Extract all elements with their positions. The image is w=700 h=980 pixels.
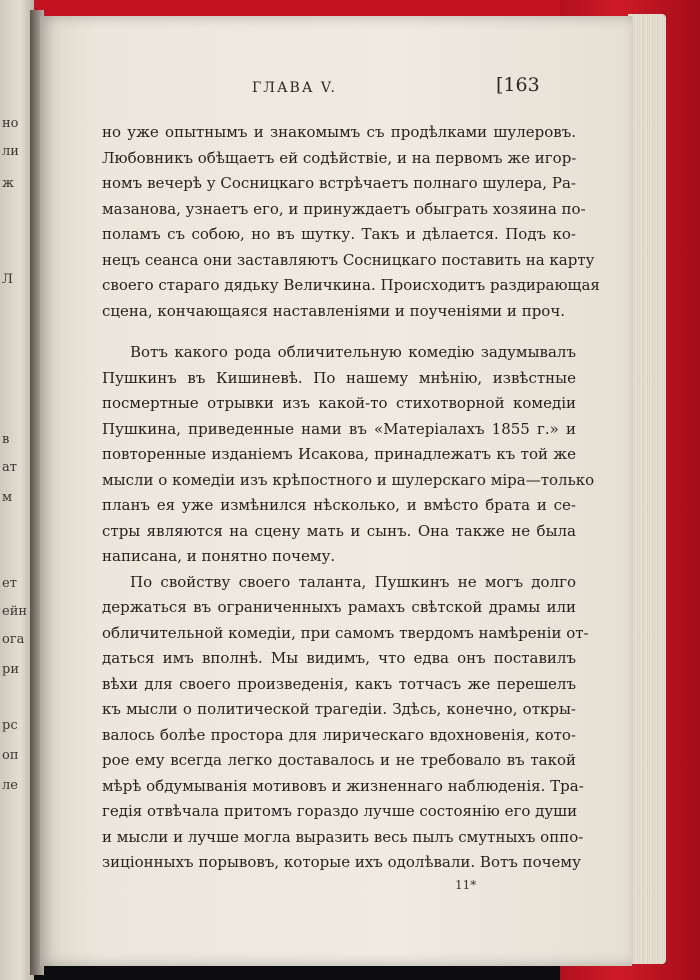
text-line: написана, и понятно почему. xyxy=(102,547,336,565)
left-page-fragment: ли xyxy=(2,144,19,159)
left-page-fragment: Л xyxy=(2,272,13,287)
text-line: По свойству своего таланта, Пушкинъ не могъ долго xyxy=(130,572,576,591)
text-line: къ мысли о политической трагедіи. Здѣсь, конечно, откры- xyxy=(102,700,576,718)
text-line: мазанова, узнаетъ его, и принуждаетъ обыграть хозяина по- xyxy=(102,199,586,218)
text-line: своего стараго дядьку Величкина. Происходитъ раздирающая xyxy=(102,276,600,294)
text-line: рое ему всегда легко доставалось и не требовало въ такой xyxy=(102,751,576,769)
text-line: зиціонныхъ порывовъ, которые ихъ одолѣвали. Вотъ почему xyxy=(102,853,581,871)
left-page-fragment: ет xyxy=(2,576,17,591)
text-line: гедія отвѣчала притомъ гораздо лучше состоянію его души xyxy=(102,802,578,820)
text-line: и мысли и лучше могла выразить весь пылъ смутныхъ оппо- xyxy=(102,827,584,846)
signature-mark: 11* xyxy=(455,878,477,892)
left-page-fragment: рс xyxy=(2,718,18,733)
text-line: нецъ сеанса они заставляютъ Сосницкаго поставить на карту xyxy=(102,250,595,269)
text-line: стры являются на сцену мать и сынъ. Она также не была xyxy=(102,521,576,540)
page-edges xyxy=(628,14,666,964)
text-line: сцена, кончающаяся наставленіями и поученіями и проч. xyxy=(102,301,566,320)
left-page-fragment: ат xyxy=(2,460,17,475)
text-line: даться имъ вполнѣ. Мы видимъ, что едва онъ поставилъ xyxy=(102,649,576,667)
paragraph-gap xyxy=(102,324,576,340)
left-page-fragment: м xyxy=(2,490,13,505)
text-line: планъ ея уже измѣнился нѣсколько, и вмѣсто брата и се- xyxy=(102,496,576,514)
left-page-fragment: но xyxy=(2,116,19,131)
text-line: обличительной комедіи, при самомъ твердомъ намѣреніи от- xyxy=(102,623,589,642)
text-line: Пушкина, приведенные нами въ «Матеріалахъ 1855 г.» и xyxy=(102,419,576,438)
text-line: Любовникъ обѣщаетъ ей содѣйствіе, и на первомъ же игор- xyxy=(102,148,577,167)
text-line: валось болѣе простора для лирическаго вдохновенія, кото- xyxy=(102,725,576,744)
text-line: мысли о комедіи изъ крѣпостного и шулерскаго міра—только xyxy=(102,470,595,489)
text-line: вѣхи для своего произведенія, какъ тотчасъ же перешелъ xyxy=(102,674,576,693)
left-facing-page xyxy=(0,0,34,980)
text-line: но уже опытнымъ и знакомымъ съ продѣлками шулеровъ. xyxy=(102,123,576,141)
left-page-fragment: ле xyxy=(2,778,18,793)
text-line: держаться въ ограниченныхъ рамахъ свѣтской драмы или xyxy=(102,598,576,616)
page-number: [163 xyxy=(496,74,540,96)
body-text xyxy=(102,120,600,876)
left-page-fragment: ога xyxy=(2,632,25,647)
running-head xyxy=(40,74,632,104)
book-page xyxy=(40,16,632,966)
chapter-heading: ГЛАВА V. xyxy=(252,80,338,96)
text-line: поламъ съ собою, но въ шутку. Такъ и дѣлается. Подъ ко- xyxy=(102,225,576,243)
text-line: Пушкинъ въ Кишиневѣ. По нашему мнѣнію, извѣстные xyxy=(102,368,576,387)
text-line: мѣрѣ обдумыванія мотивовъ и жизненнаго наблюденія. Тра- xyxy=(102,776,584,795)
text-line: номъ вечерѣ у Сосницкаго встрѣчаетъ полнаго шулера, Ра- xyxy=(102,174,576,192)
left-page-fragment: в xyxy=(2,432,10,447)
left-page-fragment: ж xyxy=(2,176,14,191)
left-page-fragment: оп xyxy=(2,748,19,763)
text-line: повторенные изданіемъ Исакова, принадлежатъ къ той же xyxy=(102,445,576,463)
text-line: Вотъ какого рода обличительную комедію задумывалъ xyxy=(130,343,576,361)
left-page-fragment: ри xyxy=(2,662,19,677)
left-page-fragment: ейн xyxy=(2,604,28,619)
text-line: посмертные отрывки изъ какой-то стихотворной комедіи xyxy=(102,394,576,412)
